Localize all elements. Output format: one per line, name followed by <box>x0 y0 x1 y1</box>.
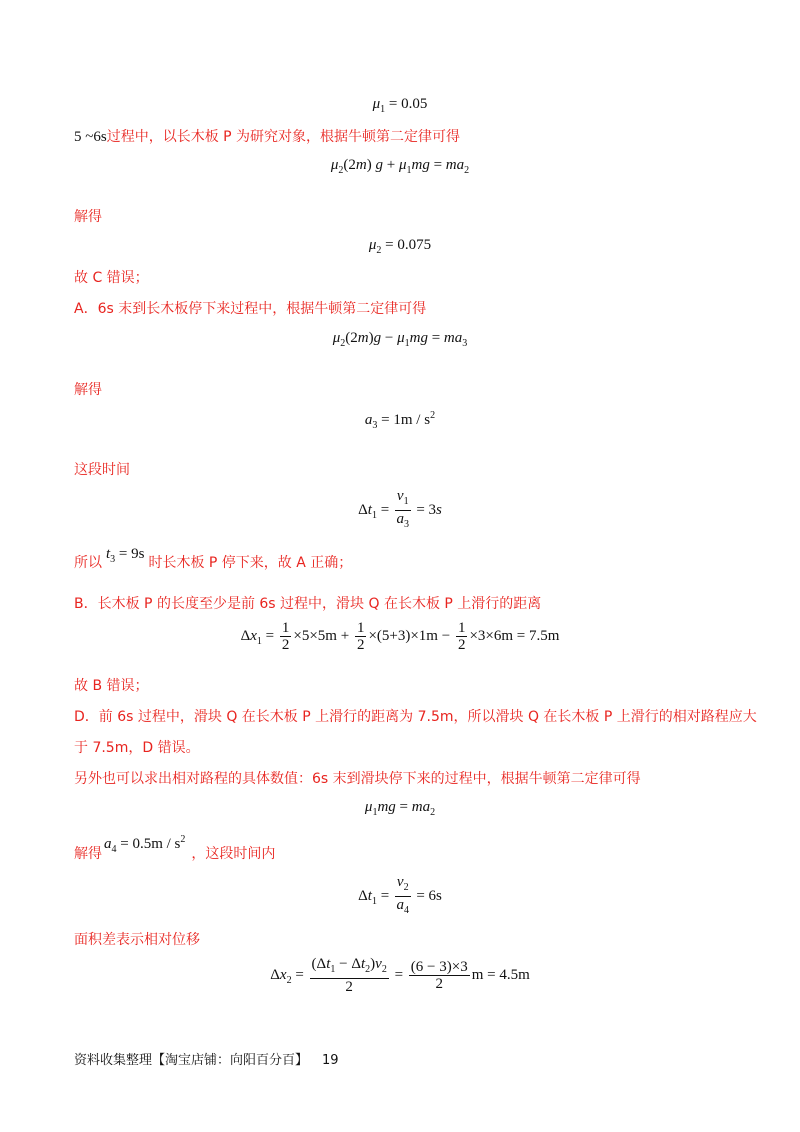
suoyi-label: 所以 <box>74 555 102 571</box>
equation-delta-x2: $\Delta x_2$ = $\frac{(\Delta t_1 - \Delta t_2)v_2}{2}$ = $\frac{(6 - 3)\times 3}{2}$ m = 4.5m <box>270 956 530 995</box>
equation-newton-q: $\mu_1mg = ma_2$ <box>364 799 436 818</box>
equation-delta-t1: $\Delta t_1$ = $\frac{v_1}{a_3}$ = 3s <box>358 488 442 530</box>
suoyi-text: 时长木板 P 停下来，故 A 正确； <box>148 555 353 571</box>
a4-inline: $a_4 = 0.5m / s^2$ <box>104 834 186 855</box>
jiede3-text: ，这段时间内 <box>191 846 276 862</box>
text-gu-b: 故 B 错误； <box>74 678 149 694</box>
interval-label: 5 ~6s <box>74 129 107 145</box>
text-suoyi <box>74 546 353 579</box>
text-option-d-1: D．前 6s 过程中，滑块 Q 在长木板 P 上滑行的距离为 7.5m，所以滑块 Q 在长木板 P 上滑行的相对路程应大 <box>74 709 757 725</box>
equation-mu2: $\mu_2 = 0.075$ <box>368 237 432 256</box>
text-option-d-2: 于 7.5m，D 错误。 <box>74 740 200 756</box>
text-line-interval <box>74 127 460 147</box>
text-jiede-2: 解得 <box>74 382 102 398</box>
equation-delta-t1-b: $\Delta t_1$ = $\frac{v_2}{a_4}$ = 6s <box>358 874 442 916</box>
equation-mu1: $\mu_1 = 0.05$ <box>372 96 428 115</box>
jiede3-label: 解得 <box>74 846 102 862</box>
text-zhe-duan: 这段时间 <box>74 462 130 478</box>
equation-delta-x1: $\Delta x_1$ = $\frac{1}{2}$ ×5×5m + $\frac{1}{2}$ ×(5+3)×1m − $\frac{1}{2}$ ×3×6m = 7.5m <box>240 620 560 653</box>
equation-a3: $a_3 = 1m / s^2$ <box>364 410 436 431</box>
text-jiede-3 <box>74 834 276 870</box>
footer <box>74 1049 339 1068</box>
text-mianji: 面积差表示相对位移 <box>74 932 200 948</box>
text-jiede-1: 解得 <box>74 209 102 225</box>
page-number: 19 <box>322 1053 339 1068</box>
text-lingwai: 另外也可以求出相对路程的具体数值：6s 末到滑块停下来的过程中，根据牛顿第二定律可得 <box>74 771 641 787</box>
t3-inline: $t_3 = 9s$ <box>106 546 145 565</box>
interval-text: 过程中，以长木板 P 为研究对象，根据牛顿第二定律可得 <box>106 129 461 145</box>
text-option-b: B．长木板 P 的长度至少是前 6s 过程中，滑块 Q 在长木板 P 上滑行的距离 <box>74 596 542 612</box>
equation-newton-p: $\mu_2(2m) g + \mu_1mg = ma_2$ <box>330 157 470 176</box>
footer-source: 资料收集整理【淘宝店铺：向阳百分百】 <box>74 1053 309 1068</box>
text-option-a: A．6s 末到长木板停下来过程中，根据牛顿第二定律可得 <box>74 301 427 317</box>
text-gu-c: 故 C 错误； <box>74 270 149 286</box>
equation-newton-a: $\mu_2(2m)g - \mu_1mg = ma_3$ <box>332 330 468 349</box>
